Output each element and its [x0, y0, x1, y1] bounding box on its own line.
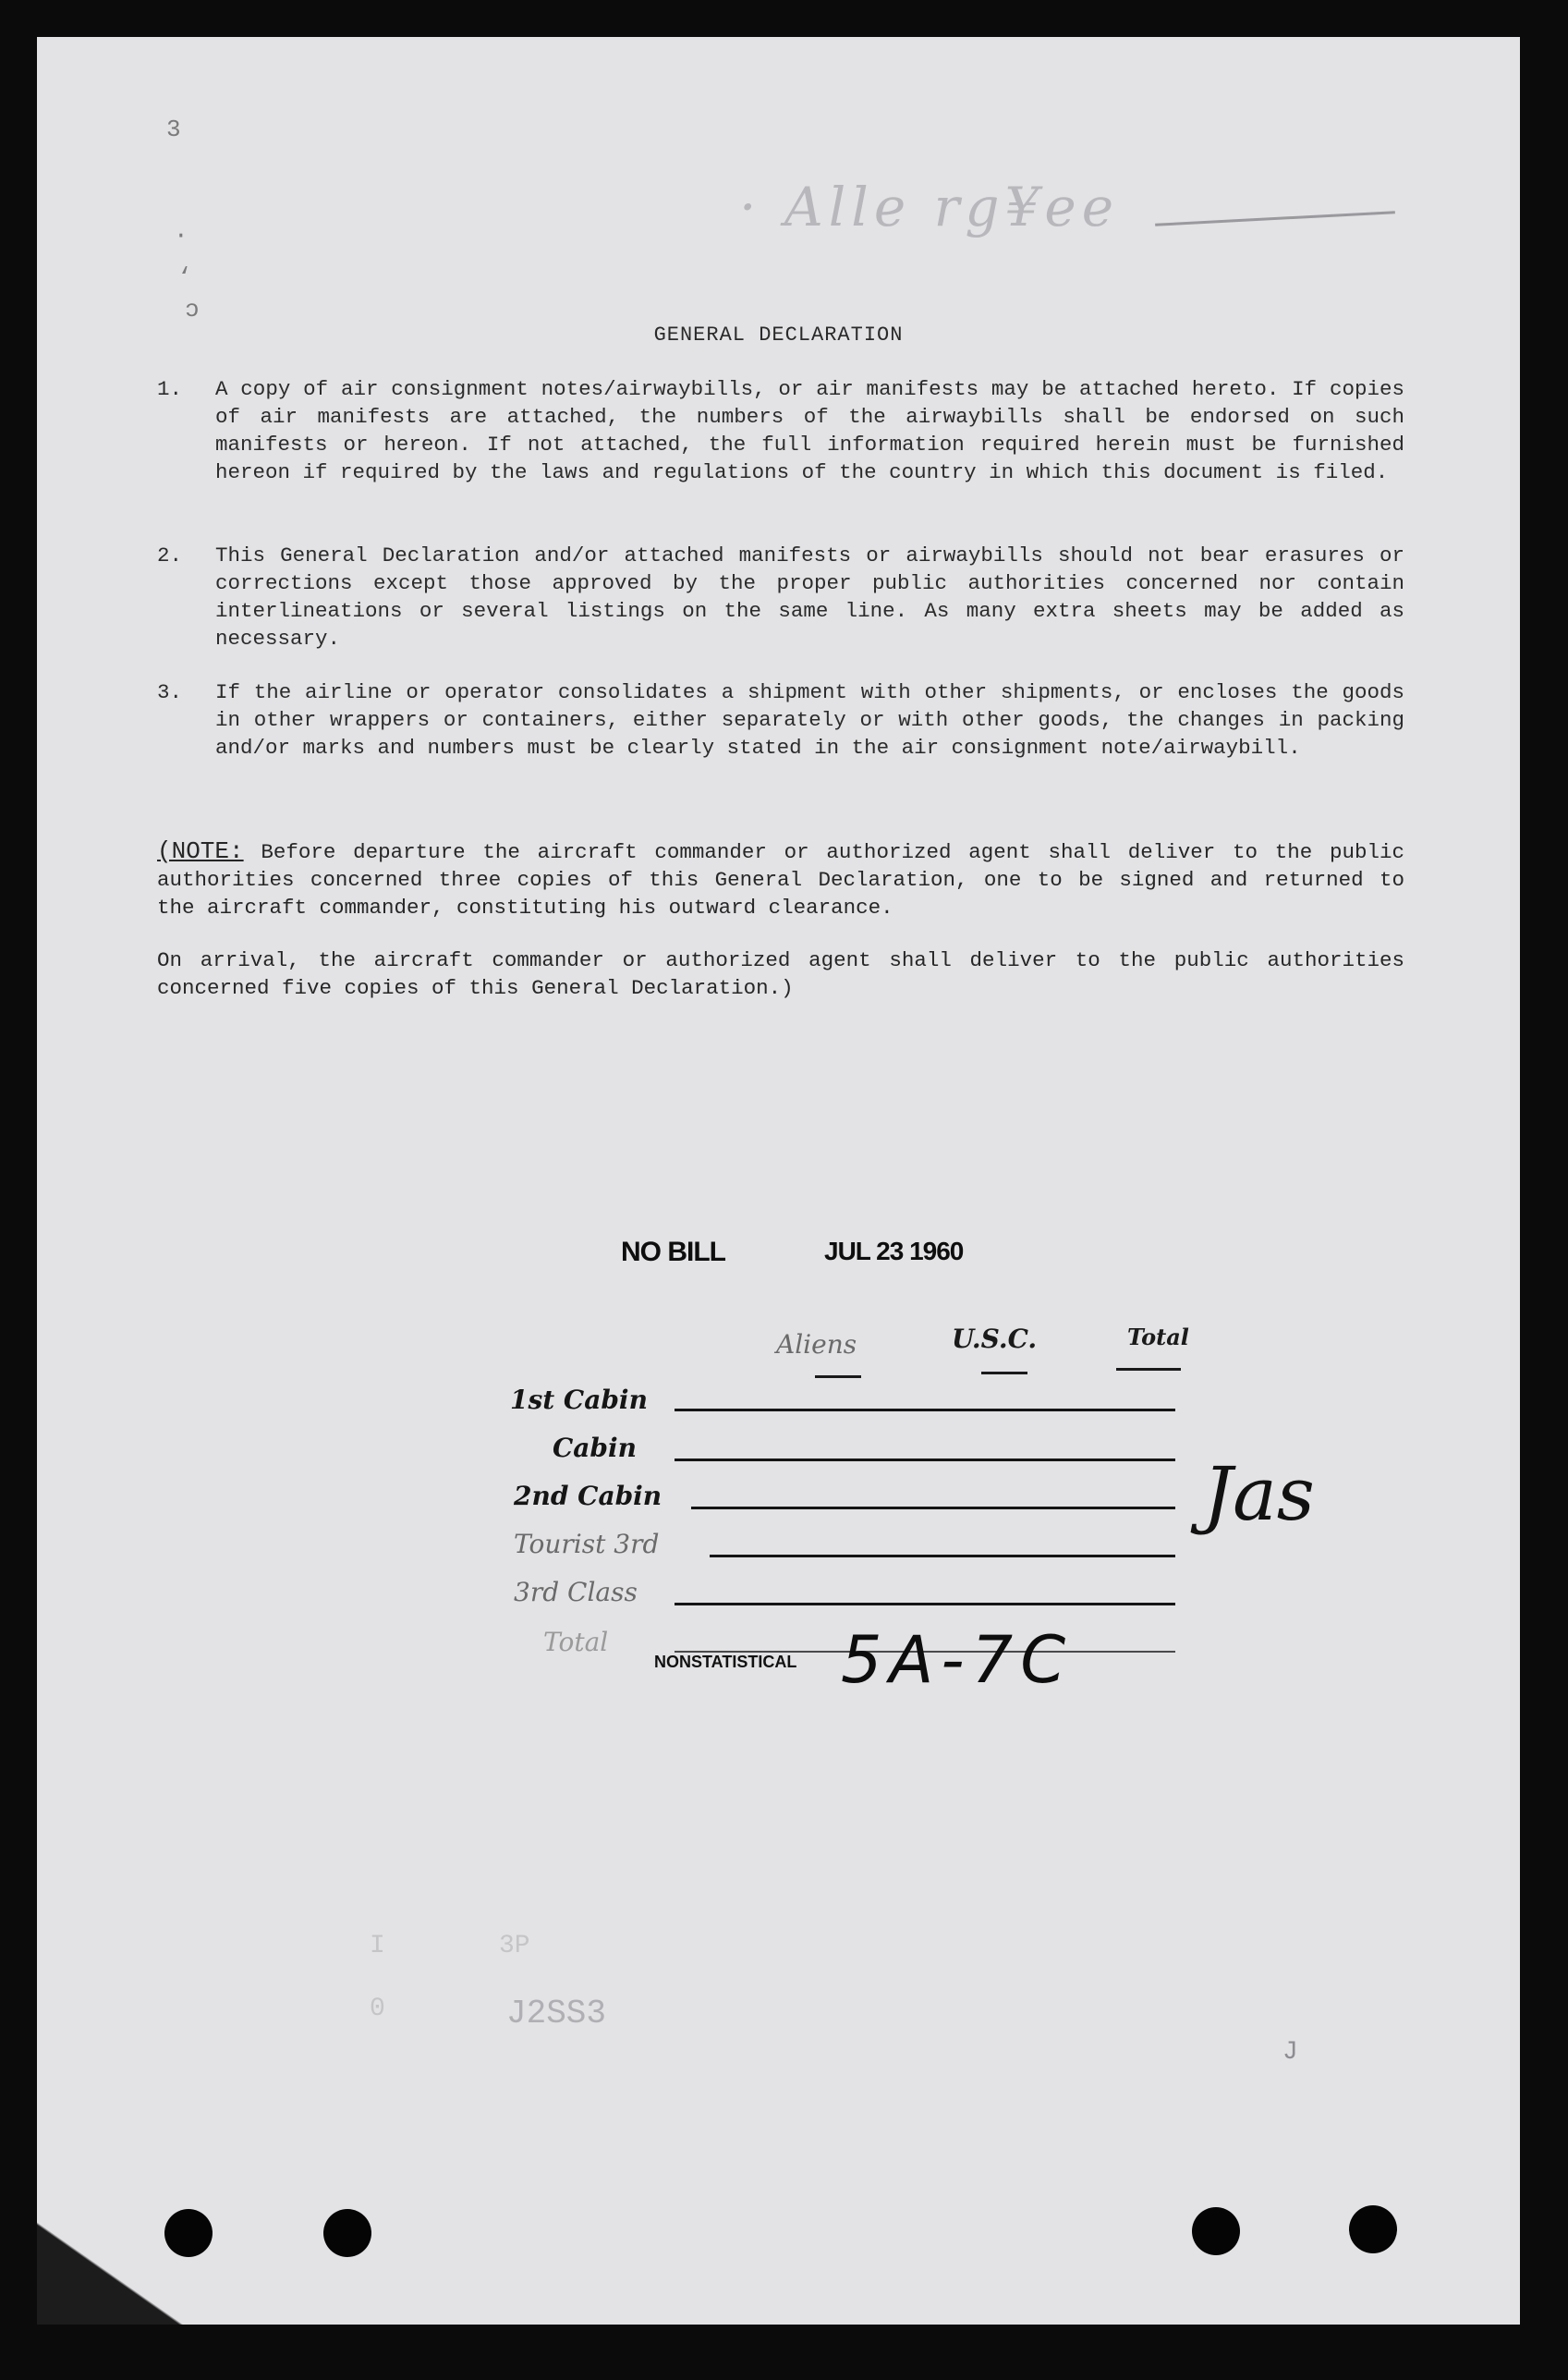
row-line: [675, 1459, 1175, 1461]
item-text: A copy of air consignment notes/airwaybills, or air manifests may be attached hereto. If copies of air manifests are attached, the numbers of the airwaybills shall be endorsed on such manifests or hereon. If not attached, the full information required herein must be furnished hereon if required by the laws and regulations of the country in which this document is filed.: [215, 377, 1404, 484]
column-dash: [1116, 1368, 1181, 1371]
column-header-aliens: Aliens: [776, 1329, 857, 1360]
margin-mark: ·: [174, 222, 188, 250]
margin-mark: 3: [166, 116, 181, 143]
torn-corner: [37, 2195, 259, 2325]
row-line: [675, 1603, 1175, 1605]
column-dash: [981, 1372, 1027, 1374]
row-label: 1st Cabin: [510, 1385, 648, 1415]
header-scrawl: · Alle rg¥ee: [739, 176, 1120, 238]
date-stamp: JUL 23 1960: [824, 1237, 964, 1265]
item-text: If the airline or operator consolidates a shipment with other shipments, or encloses the goods in other wrappers or containers, either separately or with other goods, the changes in packing and/or marks and numbers must be clearly stated in the air consignment note/airwaybill.: [215, 680, 1404, 760]
note-paragraph: [157, 837, 1404, 921]
row-line: [710, 1555, 1175, 1557]
handwritten-code: 5A-7C: [841, 1622, 1074, 1698]
ghost-mark: I: [370, 1932, 385, 1960]
row-label: 2nd Cabin: [514, 1481, 662, 1511]
column-dash: [815, 1375, 861, 1378]
column-header-total: Total: [1127, 1324, 1189, 1350]
row-label: Tourist 3rd: [514, 1529, 660, 1559]
list-item: [157, 542, 1404, 653]
item-number: 2.: [157, 543, 183, 568]
row-label: Cabin: [553, 1433, 637, 1463]
scrawl-underline: [1155, 211, 1395, 226]
note-text: Before departure the aircraft commander or authorized agent shall deliver to the public authorities concerned three copies of this General Declaration, one to be signed and returned to the aircraft commander, constituting his outward clearance.: [157, 840, 1404, 920]
ghost-mark: 0: [370, 1995, 385, 2023]
ghost-mark: 3P: [499, 1932, 530, 1960]
nonstatistical-stamp: NONSTATISTICAL: [654, 1653, 797, 1671]
arrival-paragraph: On arrival, the aircraft commander or authorized agent shall deliver to the public authorities concerned five copies of this General Declaration.): [157, 948, 1404, 1000]
margin-mark: ɔ: [185, 296, 200, 323]
row-line: [675, 1409, 1175, 1411]
item-number: 1.: [157, 377, 183, 401]
handwritten-initials: Jas: [1203, 1451, 1315, 1537]
document-page: [37, 37, 1520, 2325]
column-header-usc: U.S.C.: [952, 1324, 1038, 1354]
page-title: GENERAL DECLARATION: [653, 323, 904, 347]
list-item: [157, 375, 1404, 486]
row-label: 3rd Class: [514, 1577, 638, 1607]
list-item: [157, 678, 1404, 762]
ghost-mark: J: [1282, 2038, 1298, 2067]
row-label: Total: [543, 1627, 609, 1657]
item-number: 3.: [157, 680, 183, 704]
punch-hole: [1349, 2205, 1397, 2253]
item-text: This General Declaration and/or attached manifests or airwaybills should not bear erasures or corrections except those approved by the proper public authorities concerned nor contain interlineations or several listings on the same line. As many extra sheets may be added as necessary.: [215, 543, 1404, 651]
punch-hole: [1192, 2207, 1240, 2255]
ghost-mark: J2SS3: [506, 1995, 607, 2032]
note-lead: (NOTE:: [157, 837, 244, 865]
punch-hole: [323, 2209, 371, 2257]
no-bill-stamp: NO BILL: [621, 1237, 725, 1267]
row-line: [691, 1507, 1175, 1509]
margin-mark: ‘: [177, 263, 192, 291]
